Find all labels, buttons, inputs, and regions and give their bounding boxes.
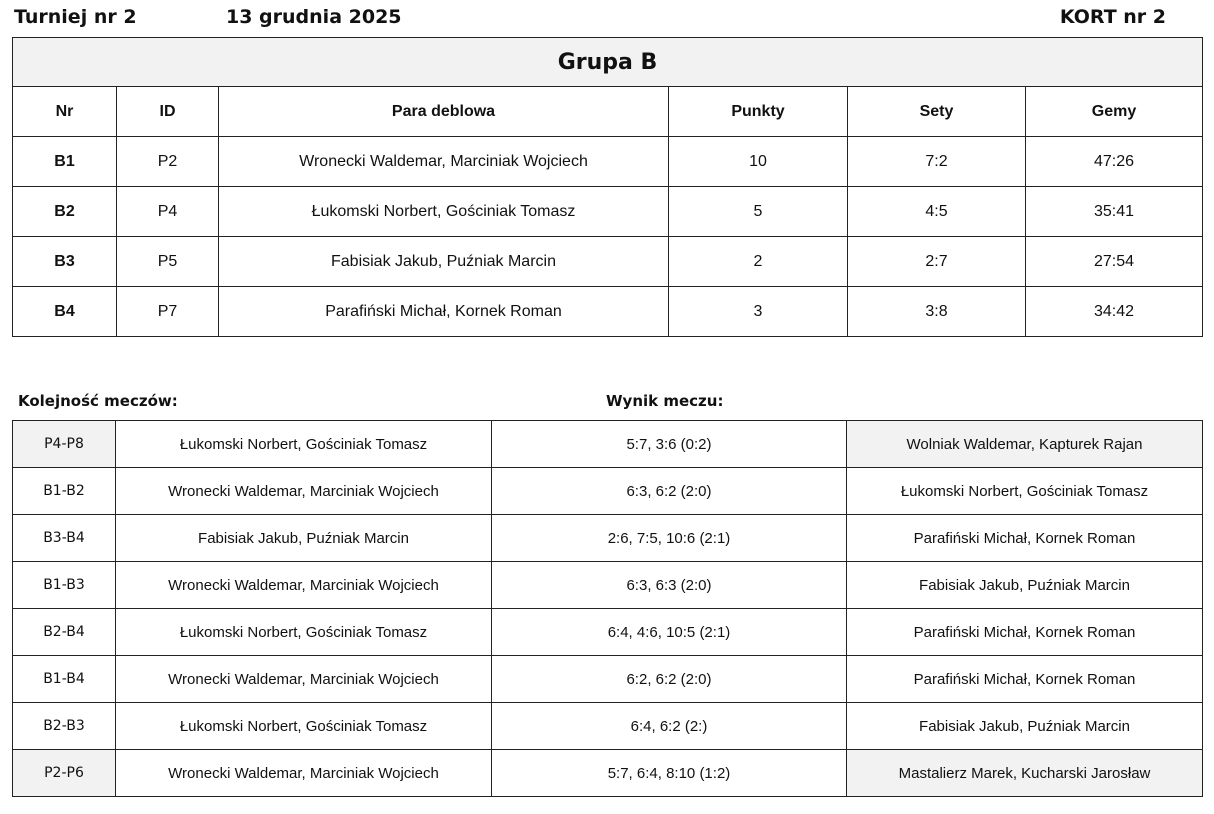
cell-points: 2 <box>669 237 848 287</box>
group-title: Grupa B <box>13 38 1203 87</box>
cell-nr: B3 <box>13 237 117 287</box>
match-code: P4-P8 <box>13 421 116 468</box>
match-pair-1: Wronecki Waldemar, Marciniak Wojciech <box>116 562 492 609</box>
table-row <box>13 562 1203 609</box>
cell-id: P2 <box>117 137 219 187</box>
cell-pair: Fabisiak Jakub, Puźniak Marcin <box>219 237 669 287</box>
match-pair-1: Łukomski Norbert, Gościniak Tomasz <box>116 421 492 468</box>
table-row <box>13 750 1203 797</box>
col-header-sets: Sety <box>848 87 1026 137</box>
cell-nr: B1 <box>13 137 117 187</box>
cell-sets: 3:8 <box>848 287 1026 337</box>
table-row <box>13 609 1203 656</box>
cell-id: P5 <box>117 237 219 287</box>
match-pair-2: Fabisiak Jakub, Puźniak Marcin <box>847 703 1203 750</box>
table-row <box>13 515 1203 562</box>
table-row <box>13 137 1203 187</box>
match-pair-1: Wronecki Waldemar, Marciniak Wojciech <box>116 656 492 703</box>
match-result: 6:4, 4:6, 10:5 (2:1) <box>492 609 847 656</box>
cell-games: 34:42 <box>1026 287 1203 337</box>
match-pair-2: Parafiński Michał, Kornek Roman <box>847 656 1203 703</box>
match-code: B2-B4 <box>13 609 116 656</box>
col-header-games: Gemy <box>1026 87 1203 137</box>
table-row <box>13 421 1203 468</box>
cell-pair: Parafiński Michał, Kornek Roman <box>219 287 669 337</box>
match-code: B1-B3 <box>13 562 116 609</box>
match-code: B1-B4 <box>13 656 116 703</box>
tournament-date: 13 grudnia 2025 <box>226 6 402 28</box>
cell-points: 3 <box>669 287 848 337</box>
document-header <box>0 0 1214 36</box>
match-pair-1: Fabisiak Jakub, Puźniak Marcin <box>116 515 492 562</box>
match-schedule-table <box>12 420 1203 797</box>
cell-sets: 4:5 <box>848 187 1026 237</box>
table-row <box>13 187 1203 237</box>
cell-games: 47:26 <box>1026 137 1203 187</box>
col-header-nr: Nr <box>13 87 117 137</box>
match-pair-1: Łukomski Norbert, Gościniak Tomasz <box>116 609 492 656</box>
cell-games: 27:54 <box>1026 237 1203 287</box>
cell-pair: Łukomski Norbert, Gościniak Tomasz <box>219 187 669 237</box>
match-code: B2-B3 <box>13 703 116 750</box>
cell-games: 35:41 <box>1026 187 1203 237</box>
match-pair-2: Parafiński Michał, Kornek Roman <box>847 515 1203 562</box>
table-row <box>13 703 1203 750</box>
cell-points: 5 <box>669 187 848 237</box>
match-code: P2-P6 <box>13 750 116 797</box>
col-header-id: ID <box>117 87 219 137</box>
group-standings-table <box>12 37 1203 337</box>
cell-nr: B4 <box>13 287 117 337</box>
match-order-label: Kolejność meczów: <box>18 392 178 410</box>
cell-pair: Wronecki Waldemar, Marciniak Wojciech <box>219 137 669 187</box>
match-result: 5:7, 6:4, 8:10 (1:2) <box>492 750 847 797</box>
table-row <box>13 237 1203 287</box>
cell-id: P4 <box>117 187 219 237</box>
cell-sets: 2:7 <box>848 237 1026 287</box>
col-header-points: Punkty <box>669 87 848 137</box>
match-pair-1: Wronecki Waldemar, Marciniak Wojciech <box>116 468 492 515</box>
cell-id: P7 <box>117 287 219 337</box>
match-pair-2: Łukomski Norbert, Gościniak Tomasz <box>847 468 1203 515</box>
match-result-label: Wynik meczu: <box>606 392 724 410</box>
table-row <box>13 468 1203 515</box>
match-pair-2: Parafiński Michał, Kornek Roman <box>847 609 1203 656</box>
tournament-title: Turniej nr 2 <box>14 6 137 28</box>
match-pair-2: Fabisiak Jakub, Puźniak Marcin <box>847 562 1203 609</box>
col-header-pair: Para deblowa <box>219 87 669 137</box>
table-row <box>13 287 1203 337</box>
match-pair-2: Wolniak Waldemar, Kapturek Rajan <box>847 421 1203 468</box>
match-result: 6:3, 6:3 (2:0) <box>492 562 847 609</box>
match-result: 2:6, 7:5, 10:6 (2:1) <box>492 515 847 562</box>
match-result: 6:4, 6:2 (2:) <box>492 703 847 750</box>
group-column-headers <box>13 87 1203 137</box>
match-result: 6:3, 6:2 (2:0) <box>492 468 847 515</box>
match-pair-2: Mastalierz Marek, Kucharski Jarosław <box>847 750 1203 797</box>
match-result: 6:2, 6:2 (2:0) <box>492 656 847 703</box>
cell-points: 10 <box>669 137 848 187</box>
court-label: KORT nr 2 <box>1059 6 1166 28</box>
table-row <box>13 656 1203 703</box>
cell-nr: B2 <box>13 187 117 237</box>
match-pair-1: Wronecki Waldemar, Marciniak Wojciech <box>116 750 492 797</box>
match-code: B3-B4 <box>13 515 116 562</box>
match-result: 5:7, 3:6 (0:2) <box>492 421 847 468</box>
cell-sets: 7:2 <box>848 137 1026 187</box>
match-pair-1: Łukomski Norbert, Gościniak Tomasz <box>116 703 492 750</box>
match-code: B1-B2 <box>13 468 116 515</box>
